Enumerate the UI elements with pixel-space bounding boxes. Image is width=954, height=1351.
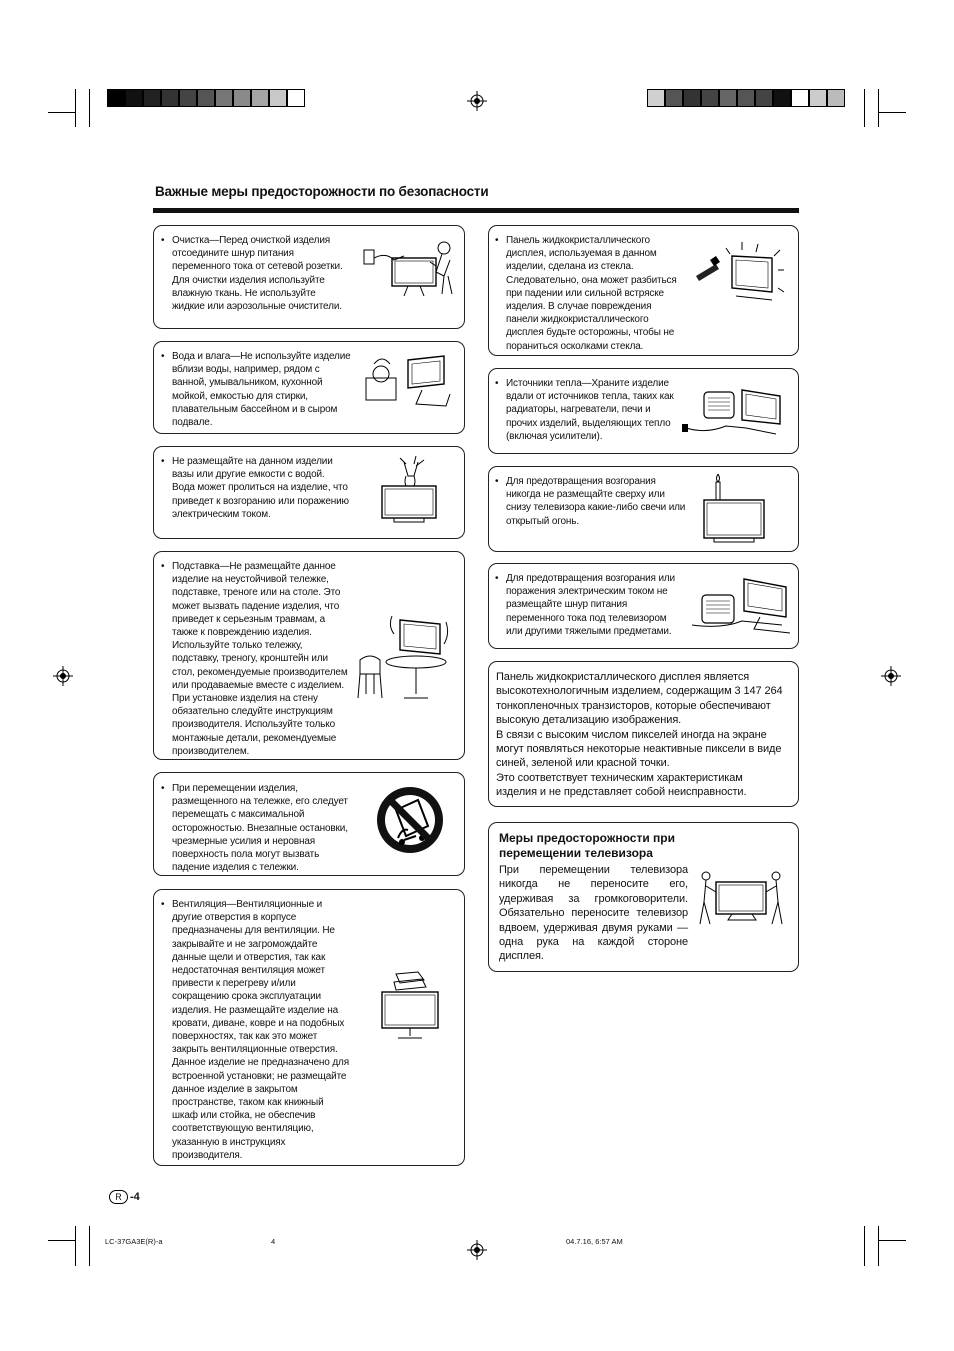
bullet: • [495, 476, 499, 487]
moving-tv-text: При перемещении телевизора никогда не переносите его, удерживая за громкоговорители. Обязательно переносите телевизор вдвоем, удерживая двумя руками — одна рука на каждой стороне дисплея. [499, 864, 688, 963]
page-title: Важные меры предосторожности по безопасности [155, 184, 489, 199]
two-people-carrying-tv-icon [696, 870, 788, 928]
title-rule [153, 208, 799, 213]
bullet: • [161, 899, 165, 910]
registration-mark-icon [467, 1240, 487, 1260]
cord-under-tv-illustration-icon [690, 573, 792, 635]
bullet: • [161, 456, 165, 467]
registration-mark-icon [53, 666, 73, 686]
cleaning-text: Очистка—Перед очисткой изделия отсоедините шнур питания переменного тока от сетевой розетки. Для очистки изделия используйте влажную ткань. Не используйте жидкие или аэрозольные очистители. [172, 235, 343, 313]
moving-tv-title: Меры предосторожности при перемещении телевизора [499, 831, 675, 860]
bullet: • [161, 561, 165, 572]
stand-text: Подставка—Не размещайте данное изделие на неустойчивой тележке, подставке, треноге или на столе. Это может вызвать падение изделия, что приведет к серьезным травмам, а также к повреждению изделия. Используйте только тележку, подставку, треногу, кронштейн или стол, рекомендуемые производителем или продаваемые вместе с изделием. При установке изделия на стену обязательно следуйте инструкциям производителя. Используйте только монтажные детали, рекомендуемые производителем. [172, 561, 348, 757]
covered-tv-illustration-icon [380, 970, 442, 1042]
cleaning-illustration-icon [362, 236, 458, 298]
candle-text: Для предотвращения возгорания никогда не размещайте сверху или снизу телевизора какие-либо свечи или открытый огонь. [506, 476, 686, 527]
bullet: • [161, 783, 165, 794]
footer-model: LC-37GA3E(R)-a [105, 1237, 163, 1246]
registration-mark-icon [467, 91, 487, 111]
page-number-text: -4 [130, 1191, 140, 1203]
ventilation-text: Вентиляция—Вентиляционные и другие отверстия в корпусе предназначены для вентиляции. Не закрывайте и не загромождайте данные щели и отверстия, так как недостаточная вентиляция может привести к перегреву и/или сокращению срока эксплуатации изделия. Не размещайте изделие на кровати, диване, ковре и на подобных поверхностях, так как это может закрыть вентиляционные отверстия. Данное изделие не предназначено для встроенной установки; не размещайте данное изделие в закрытом пространстве, таком как книжный шкаф или стойка, не обеспечив соответствующую вентиляцию, указанную в инструкциях производителя. [172, 899, 349, 1161]
lcd-note-text: Панель жидкокристаллического дисплея является высокотехнологичным изделием, содержащим 3 147 264 тонкопленочных транзисторов, которые обеспечивают высокую детализацию изображения. В связи с высоким числом пикселей иногда на экране могут появляться некоторые неактивные пиксели в виде синей, зеленой или красной точки. Это соответствует техническим характеристикам изделия и не представляет собой неисправности. [496, 671, 783, 799]
cart-warning-icon [374, 784, 446, 856]
vase-on-tv-illustration-icon [380, 456, 440, 528]
hammer-tv-illustration-icon [692, 240, 792, 308]
footer-page: 4 [271, 1237, 276, 1246]
unstable-table-illustration-icon [352, 612, 456, 704]
vases-text: Не размещайте на данном изделии вазы или другие емкости с водой. Вода может пролиться на изделие, что приведет к возгоранию или поражению электрическим током. [172, 456, 349, 520]
bullet: • [161, 351, 165, 362]
water-text: Вода и влага—Не используйте изделие вблизи воды, например, рядом с ванной, умывальником, кухонной мойкой, емкостью для стирки, плавательным бассейном и в сыром подвале. [172, 351, 351, 429]
water-illustration-icon [362, 352, 458, 410]
footer-timestamp: 04.7.16, 6:57 AM [566, 1237, 623, 1246]
cart-text: При перемещении изделия, размещенного на тележке, его следует перемещать с максимальной осторожностью. Внезапные остановки, чрезмерные усилия и неровная поверхность пола могут вызвать падение изделия с тележки. [172, 783, 348, 874]
language-badge: R [109, 1190, 128, 1204]
color-bar-left [107, 89, 305, 107]
registration-mark-icon [881, 666, 901, 686]
bullet: • [495, 235, 499, 246]
bullet: • [161, 235, 165, 246]
power-cord-text: Для предотвращения возгорания или поражения электрическим током не размещайте шнур питания переменного тока под телевизором или другими тяжелыми предметами. [506, 573, 675, 637]
bullet: • [495, 573, 499, 584]
color-bar-right [647, 89, 845, 107]
candle-tv-illustration-icon [700, 472, 768, 548]
page-number [109, 1190, 140, 1204]
glass-text: Панель жидкокристаллического дисплея, используемая в данном изделии, сделана из стекла. Следовательно, она может разбиться при падении или сильной встряске изделия. В случае повреждения панели жидкокристаллического дисплея будьте осторожны, чтобы не пораниться осколками стекла. [506, 235, 677, 352]
heater-tv-illustration-icon [682, 384, 788, 442]
heat-text: Источники тепла—Храните изделие вдали от источников тепла, таких как радиаторы, нагреватели, печи и прочих изделий, выделяющих тепло (включая усилители). [506, 378, 674, 442]
bullet: • [495, 378, 499, 389]
